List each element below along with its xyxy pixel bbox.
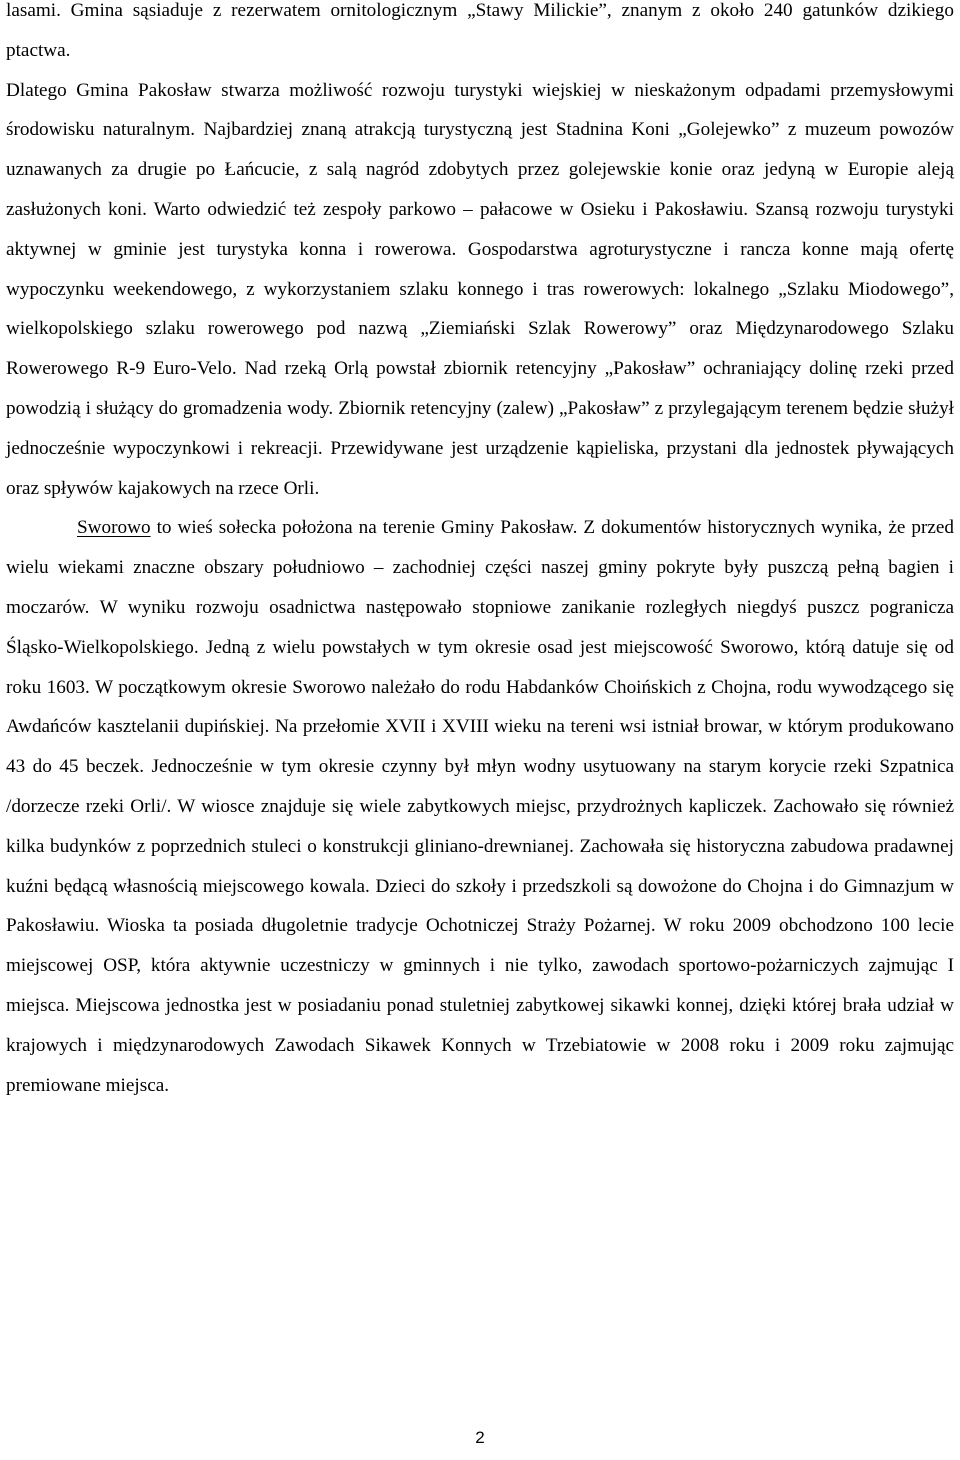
paragraph-3-text: to wieś sołecka położona na terenie Gminy Pakosław. Z dokumentów historycznych wynika, że przed wielu wiekami znaczne obszary południowo – zachodniej części naszej gminy pokryte były puszczą pełną bagien i moczarów. W wyniku rozwoju osadnictwa następowało stopniowe zanikanie rozległych niegdyś puszcz pogranicza Śląsko-Wielkopolskiego. Jedną z wielu powstałych w tym okresie osad jest miejscowość Sworowo, którą datuje się od roku 1603. W początkowym okresie Sworowo należało do rodu Habdanków Choińskich z Chojna, rodu wywodzącego się Awdańców kasztelanii dupińskiej. Na przełomie XVII i XVIII wieku na tereni wsi istniał browar, w którym produkowano 43 do 45 beczek. Jednocześnie w tym okresie czynny był młyn wodny usytuowany na starym korycie rzeki Szpatnica /dorzecze rzeki Orli/. W wiosce znajduje się wiele zabytkowych miejsc, przydrożnych kapliczek. Zachowało się również kilka budynków z poprzednich stuleci o konstrukcji gliniano-drewnianej. Zachowała się historyczna zabudowa pradawnej kuźni będącą własnością miejscowego kowala. Dzieci do szkoły i przedszkoli są dowożone do Chojna i do Gimnazjum w Pakosławiu. Wioska ta posiada długoletnie tradycje Ochotniczej Straży Pożarnej. W roku 2009 obchodzono 100 lecie miejscowej OSP, która aktywnie uczestniczy w gminnych i nie tylko, zawodach sportowo-pożarniczych zajmując I miejsca. Miejscowa jednostka jest w posiadaniu ponad stuletniej zabytkowej sikawki konnej, dzięki której brała udział w krajowych i międzynarodowych Zawodach Sikawek Konnych w Trzebiatowie w 2008 roku i 2009 roku zajmując premiowane miejsca. (6, 517, 954, 1096)
sworowo-heading-link: Sworowo (77, 517, 151, 539)
paragraph-1 (6, 0, 954, 71)
paragraph-2-text: Dlatego Gmina Pakosław stwarza możliwość rozwoju turystyki wiejskiej w nieskażonym odpadami przemysłowymi środowisku naturalnym. Najbardziej znaną atrakcją turystyczną jest Stadnina Koni „Golejewko” z muzeum powozów uznawanych za drugie po Łańcucie, z salą nagród zdobytych przez golejewskie konie oraz jedyną w Europie aleją zasłużonych koni. Warto odwiedzić też zespoły parkowo – pałacowe w Osieku i Pakosławiu. Szansą rozwoju turystyki aktywnej w gminie jest turystyka konna i rowerowa. Gospodarstwa agroturystyczne i rancza konne mają ofertę wypoczynku weekendowego, z wykorzystaniem szlaku konnego i tras rowerowych: lokalnego „Szlaku Miodowego”, wielkopolskiego szlaku rowerowego pod nazwą „Ziemiański Szlak Rowerowy” oraz Międzynarodowego Szlaku Rowerowego R-9 Euro-Velo. Nad rzeką Orlą powstał zbiornik retencyjny „Pakosław” ochraniający dolinę rzeki przed powodzią i służący do gromadzenia wody. Zbiornik retencyjny (zalew) „Pakosław” z przylegającym terenem będzie służył jednocześnie wypoczynkowi i rekreacji. Przewidywane jest urządzenie kąpieliska, przystani dla jednostek pływających oraz spływów kajakowych na rzece Orli. (6, 79, 954, 499)
paragraph-1-text: lasami. Gmina sąsiaduje z rezerwatem ornitologicznym „Stawy Milickie”, znanym z około 240 gatunków dzikiego ptactwa. (6, 0, 954, 61)
page-number: 2 (475, 1428, 485, 1447)
document-page (6, 0, 954, 1105)
paragraph-3 (6, 508, 954, 1105)
paragraph-2 (6, 71, 954, 509)
